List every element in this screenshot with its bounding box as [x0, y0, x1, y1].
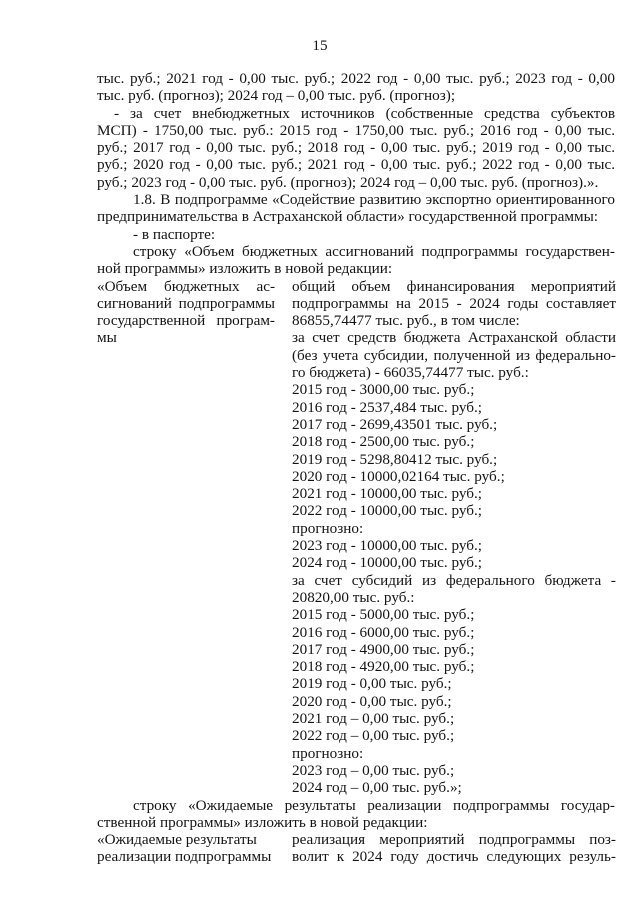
cell-line: 2020 год - 10000,02164 тыс. руб.;	[292, 467, 505, 485]
text-line: строку «Ожидаемые результаты реализации подпрограммы государ-	[133, 796, 615, 814]
cell-line: 2020 год - 0,00 тыс. руб.;	[292, 692, 452, 710]
cell-line: 2021 год – 0,00 тыс. руб.;	[292, 710, 455, 728]
text-line: ной программы» изложить в новой редакции:	[97, 260, 393, 278]
page-number: 15	[312, 37, 328, 54]
cell-line: реализации подпрограммы	[97, 848, 272, 866]
cell-line: 2022 год - 10000,00 тыс. руб.;	[292, 502, 483, 520]
text-line: 1.8. В подпрограмме «Содействие развитию экспортно ориентированного	[133, 191, 615, 209]
cell-line: 2024 год - 10000,00 тыс. руб.;	[292, 554, 483, 572]
cell-line: 2021 год - 10000,00 тыс. руб.;	[292, 485, 483, 503]
text-line: руб.; 2020 год - 0,00 тыс. руб.; 2021 год - 0,00 тыс. руб.; 2022 год - 0,00 тыс.	[97, 156, 615, 174]
cell-line: подпрограммы на 2015 - 2024 годы составляет	[292, 294, 616, 312]
cell-line: за счет субсидий из федерального бюджета -	[292, 571, 616, 589]
cell-line: 2018 год - 4920,00 тыс. руб.;	[292, 658, 475, 676]
cell-line: го бюджета) - 66035,74477 тыс. руб.:	[292, 364, 529, 382]
cell-line: 2024 год – 0,00 тыс. руб.»;	[292, 779, 462, 797]
cell-line: 86855,74477 тыс. руб., в том числе:	[292, 312, 520, 330]
cell-line: 2015 год - 3000,00 тыс. руб.;	[292, 381, 475, 399]
cell-line: 20820,00 тыс. руб.:	[292, 588, 415, 606]
text-line: строку «Объем бюджетных ассигнований подпрограммы государствен-	[133, 242, 615, 260]
cell-line: 2015 год - 5000,00 тыс. руб.;	[292, 606, 475, 624]
text-line: руб.; 2023 год - 0,00 тыс. руб. (прогноз); 2024 год – 0,00 тыс. руб. (прогноз).».	[97, 173, 599, 191]
cell-line: 2023 год – 0,00 тыс. руб.;	[292, 761, 455, 779]
cell-line: (без учета субсидии, полученной из федерально-	[292, 346, 616, 364]
cell-line: прогнозно:	[292, 519, 364, 537]
text-line: тыс. руб.; 2021 год - 0,00 тыс. руб.; 2022 год - 0,00 тыс. руб.; 2023 год - 0,00	[97, 70, 615, 87]
text-line: - в паспорте:	[133, 225, 216, 243]
table1-right-cell	[292, 278, 616, 797]
text-line: руб.; 2017 год - 0,00 тыс. руб.; 2018 год - 0,00 тыс. руб.; 2019 год - 0,00 тыс.	[97, 139, 615, 157]
cell-line: реализация мероприятий подпрограммы поз-	[292, 831, 616, 849]
text-line: тыс. руб. (прогноз); 2024 год – 0,00 тыс. руб. (прогноз);	[97, 87, 456, 105]
cell-line: государственной програм-	[97, 312, 275, 330]
cell-line: сигнований подпрограммы	[97, 294, 275, 312]
cell-line: 2016 год - 2537,484 тыс. руб.;	[292, 398, 483, 416]
table2-right-cell	[292, 831, 616, 866]
cell-line: «Ожидаемые результаты	[97, 831, 257, 849]
text-line: МСП) - 1750,00 тыс. руб.: 2015 год - 1750,00 тыс. руб.; 2016 год - 0,00 тыс.	[97, 121, 615, 139]
cell-line: 2018 год - 2500,00 тыс. руб.;	[292, 433, 475, 451]
cell-line: 2023 год - 10000,00 тыс. руб.;	[292, 537, 483, 555]
cell-line: мы	[97, 329, 117, 347]
text-line: - за счет внебюджетных источников (собственные средства субъектов	[114, 104, 615, 122]
cell-line: 2016 год - 6000,00 тыс. руб.;	[292, 623, 475, 641]
cell-line: 2017 год - 2699,43501 тыс. руб.;	[292, 415, 498, 433]
results-paragraph	[97, 797, 615, 832]
cell-line: волит к 2024 году достичь следующих резуль-	[292, 848, 616, 866]
table1-left-cell	[97, 278, 275, 347]
cell-line: 2022 год – 0,00 тыс. руб.;	[292, 727, 455, 745]
text-line: ственной программы» изложить в новой редакции:	[97, 813, 428, 831]
table2-left-cell	[97, 831, 275, 866]
cell-line: 2019 год - 5298,80412 тыс. руб.;	[292, 450, 498, 468]
cell-line: прогнозно:	[292, 744, 364, 762]
intro-text	[97, 70, 615, 278]
cell-line: за счет средств бюджета Астраханской области	[292, 329, 616, 347]
cell-line: 2019 год - 0,00 тыс. руб.;	[292, 675, 452, 693]
cell-line: 2017 год - 4900,00 тыс. руб.;	[292, 640, 475, 658]
cell-line: общий объем финансирования мероприятий	[292, 277, 616, 295]
cell-line: «Объем бюджетных ас-	[97, 277, 275, 295]
text-line: предпринимательства в Астраханской области» государственной программы:	[97, 208, 599, 226]
